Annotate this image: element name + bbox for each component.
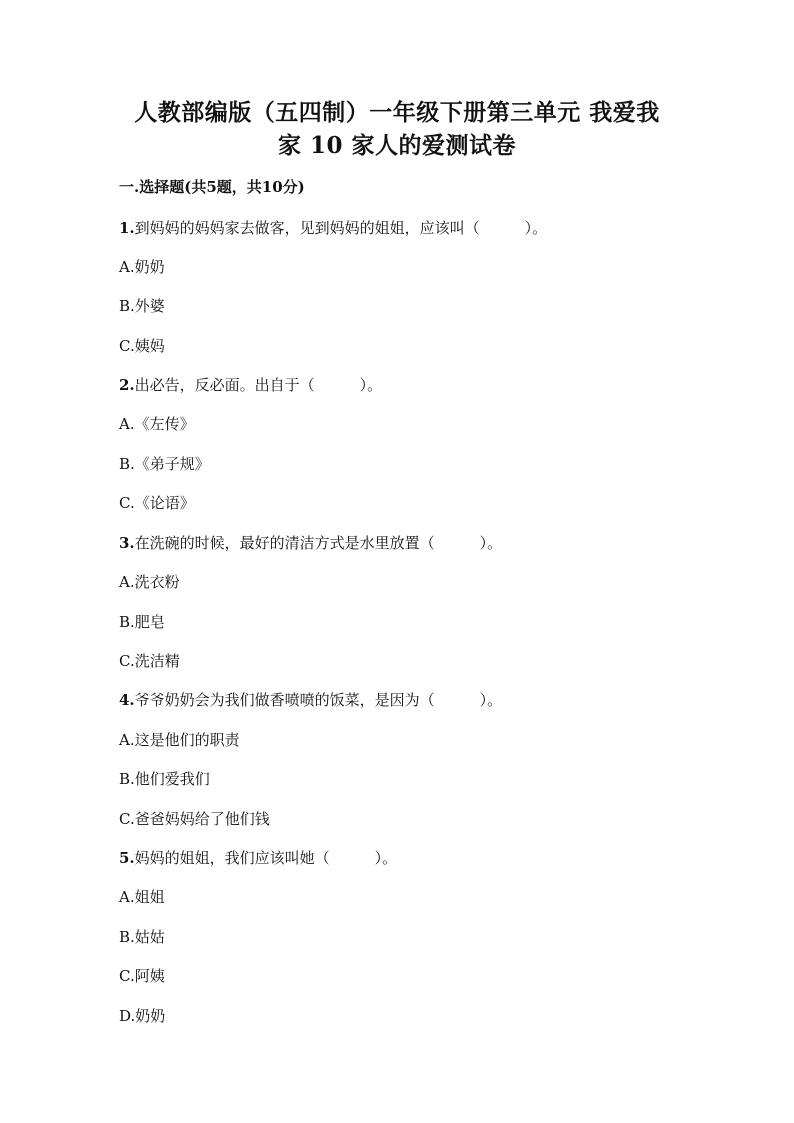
question-number: 1. (119, 219, 135, 237)
question-text: 爷爷奶奶会为我们做香喷喷的饭菜，是因为（ ）。 (134, 691, 503, 709)
question-text: 到妈妈的妈妈家去做客，见到妈妈的姐姐，应该叫（ ）。 (134, 219, 548, 237)
question-number: 2. (119, 376, 135, 394)
question-2-option-b: B.《弟子规》 (119, 455, 210, 473)
question-5-option-c: C.阿姨 (119, 967, 165, 985)
question-5 (119, 847, 397, 869)
question-3-option-a: A.洗衣粉 (119, 573, 180, 591)
question-text: 在洗碗的时候，最好的清洁方式是水里放置（ ）。 (134, 534, 503, 552)
question-2 (119, 374, 382, 396)
question-number: 3. (119, 534, 135, 552)
question-text: 妈妈的姐姐，我们应该叫她（ ）。 (134, 849, 398, 867)
question-1-option-c: C.姨妈 (119, 337, 165, 355)
question-5-option-a: A.姐姐 (119, 888, 165, 906)
page-title-line-2: 家 10 家人的爱测试卷 (277, 132, 517, 159)
question-2-option-a: A.《左传》 (119, 415, 195, 433)
question-1-option-a: A.奶奶 (119, 258, 165, 276)
question-1-option-b: B.外婆 (119, 297, 165, 315)
question-text: 出必告，反必面。出自于（ ）。 (134, 376, 383, 394)
question-2-option-c: C.《论语》 (119, 494, 195, 512)
question-4-option-b: B.他们爱我们 (119, 770, 210, 788)
section-heading: 一.选择题(共5题，共10分) (119, 178, 305, 196)
question-3-option-b: B.肥皂 (119, 613, 165, 631)
question-4 (119, 689, 502, 711)
question-4-option-c: C.爸爸妈妈给了他们钱 (119, 810, 270, 828)
question-number: 5. (119, 849, 135, 867)
page-title-line-1: 人教部编版（五四制）一年级下册第三单元 我爱我 (134, 99, 660, 126)
question-5-option-d: D.奶奶 (119, 1007, 166, 1025)
question-3-option-c: C.洗洁精 (119, 652, 180, 670)
question-1 (119, 217, 547, 239)
question-5-option-b: B.姑姑 (119, 928, 165, 946)
question-3 (119, 532, 502, 554)
question-4-option-a: A.这是他们的职责 (119, 731, 240, 749)
question-number: 4. (119, 691, 135, 709)
